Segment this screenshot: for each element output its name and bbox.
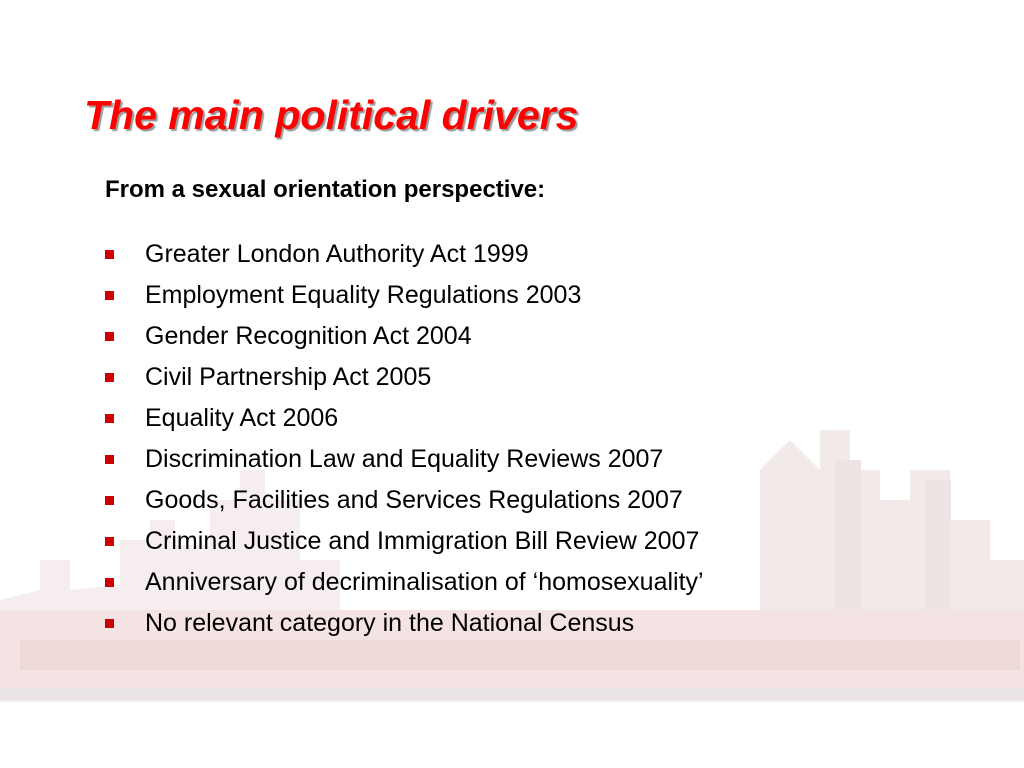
list-item-text: Civil Partnership Act 2005 [145,363,432,391]
list-item-text: Criminal Justice and Immigration Bill Review 2007 [145,527,700,555]
list-item-text: Greater London Authority Act 1999 [145,240,529,268]
slide-subtitle: From a sexual orientation perspective: [105,176,546,203]
list-item [105,521,704,562]
square-bullet-icon [105,619,114,628]
square-bullet-icon [105,332,114,341]
list-item-text: Gender Recognition Act 2004 [145,322,472,350]
bullet-list [105,234,704,644]
square-bullet-icon [105,455,114,464]
square-bullet-icon [105,250,114,259]
square-bullet-icon [105,414,114,423]
list-item [105,357,704,398]
list-item [105,603,704,644]
list-item [105,439,704,480]
list-item [105,316,704,357]
list-item [105,398,704,439]
list-item [105,275,704,316]
slide-title: The main political drivers [84,92,579,138]
list-item-text: Anniversary of decriminalisation of ‘homosexuality’ [145,568,704,596]
list-item-text: Discrimination Law and Equality Reviews 2007 [145,445,664,473]
square-bullet-icon [105,373,114,382]
square-bullet-icon [105,496,114,505]
list-item [105,480,704,521]
square-bullet-icon [105,291,114,300]
square-bullet-icon [105,537,114,546]
square-bullet-icon [105,578,114,587]
list-item-text: Goods, Facilities and Services Regulations 2007 [145,486,683,514]
list-item-text: Equality Act 2006 [145,404,339,432]
list-item [105,234,704,275]
list-item-text: No relevant category in the National Census [145,609,635,637]
list-item [105,562,704,603]
list-item-text: Employment Equality Regulations 2003 [145,281,582,309]
